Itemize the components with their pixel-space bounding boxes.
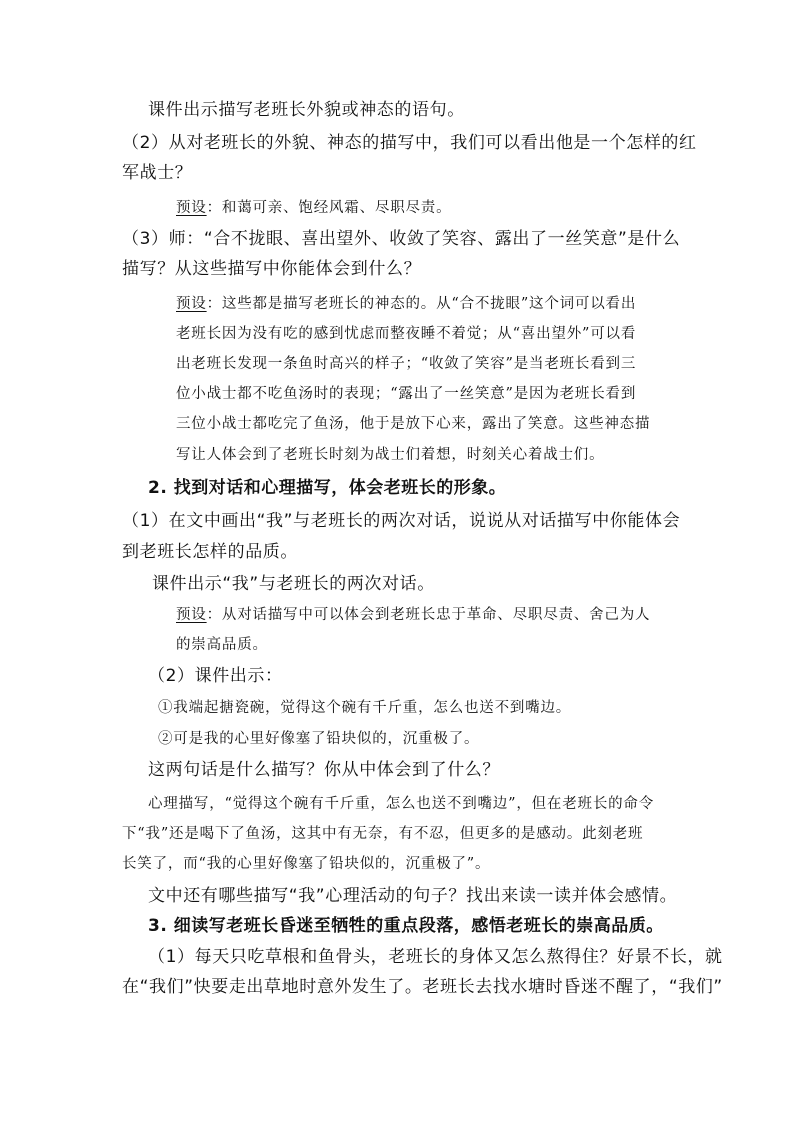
quote-line: ①我端起搪瓷碗，觉得这个碗有千斤重，怎么也送不到嘴边。	[158, 700, 572, 716]
preset-line	[176, 603, 650, 627]
preset-text: 三位小战士都吃完了鱼汤，他于是放下心来，露出了笑意。这些神态描	[176, 416, 651, 432]
text-line: 到老班长怎样的品质。	[122, 542, 298, 562]
quote-line: ②可是我的心里好像塞了铅块似的，沉重极了。	[158, 731, 480, 747]
preset-text: 位小战士都不吃鱼汤时的表现；“露出了一丝笑意”是因为老班长看到	[176, 386, 637, 402]
preset-text: ：从对话描写中可以体会到老班长忠于革命、尽职尽责、舍己为人	[206, 607, 651, 623]
text-line: 心理描写，“觉得这个碗有千斤重，怎么也送不到嘴边”，但在老班长的命令	[148, 796, 655, 812]
text-line: （2）课件出示：	[148, 666, 283, 686]
preset-text: ：这些都是描写老班长的神态的。从“合不拢眼”这个词可以看出	[206, 296, 637, 312]
text-line: （3）师：“合不拢眼、喜出望外、收敛了笑容、露出了一丝笑意”是什么	[122, 229, 681, 249]
preset-line	[176, 292, 636, 316]
text-line: 描写？从这些描写中你能体会到什么？	[122, 259, 422, 279]
preset-line	[176, 196, 451, 220]
section-heading: 2. 找到对话和心理描写，体会老班长的形象。	[148, 478, 507, 498]
text-line: 课件出示描写老班长外貌或神态的语句。	[148, 100, 465, 120]
preset-label: 预设	[176, 607, 207, 623]
text-line: （1）每天只吃草根和鱼骨头，老班长的身体又怎么熬得住？好景不长，就	[148, 947, 723, 967]
preset-text: 的崇高品质。	[176, 637, 268, 653]
text-line: 下“我”还是喝下了鱼汤，这其中有无奈，有不忍，但更多的是感动。此刻老班	[122, 826, 644, 842]
text-line: （2）从对老班长的外貌、神态的描写中，我们可以看出他是一个怎样的红	[122, 133, 697, 153]
text-line: 这两句话是什么描写？你从中体会到了什么？	[148, 760, 500, 780]
text-line: 长笑了，而“我的心里好像塞了铅块似的，沉重极了”。	[122, 856, 491, 872]
preset-text: 老班长因为没有吃的感到忧虑而整夜睡不着觉；从“喜出望外”可以看	[176, 326, 637, 342]
preset-label: 预设	[176, 200, 207, 216]
text-line: 文中还有哪些描写“我”心理活动的句子？找出来读一读并体会感情。	[148, 886, 678, 906]
preset-text: 出老班长发现一条鱼时高兴的样子；“收敛了笑容”是当老班长看到三	[176, 356, 637, 372]
preset-text: 写让人体会到了老班长时刻为战士们着想，时刻关心着战士们。	[176, 447, 605, 463]
preset-label: 预设	[176, 296, 207, 312]
section-heading: 3. 细读写老班长昏迷至牺牲的重点段落，感悟老班长的崇高品质。	[148, 916, 664, 936]
text-line: 在“我们”快要走出草地时意外发生了。老班长去找水塘时昏迷不醒了，“我们”	[122, 977, 723, 997]
text-line: 军战士？	[122, 163, 193, 183]
preset-text: ：和蔼可亲、饱经风霜、尽职尽责。	[206, 200, 452, 216]
text-line: （1）在文中画出“我”与老班长的两次对话，说说从对话描写中你能体会	[122, 511, 681, 531]
text-line: 课件出示“我”与老班长的两次对话。	[152, 574, 435, 594]
